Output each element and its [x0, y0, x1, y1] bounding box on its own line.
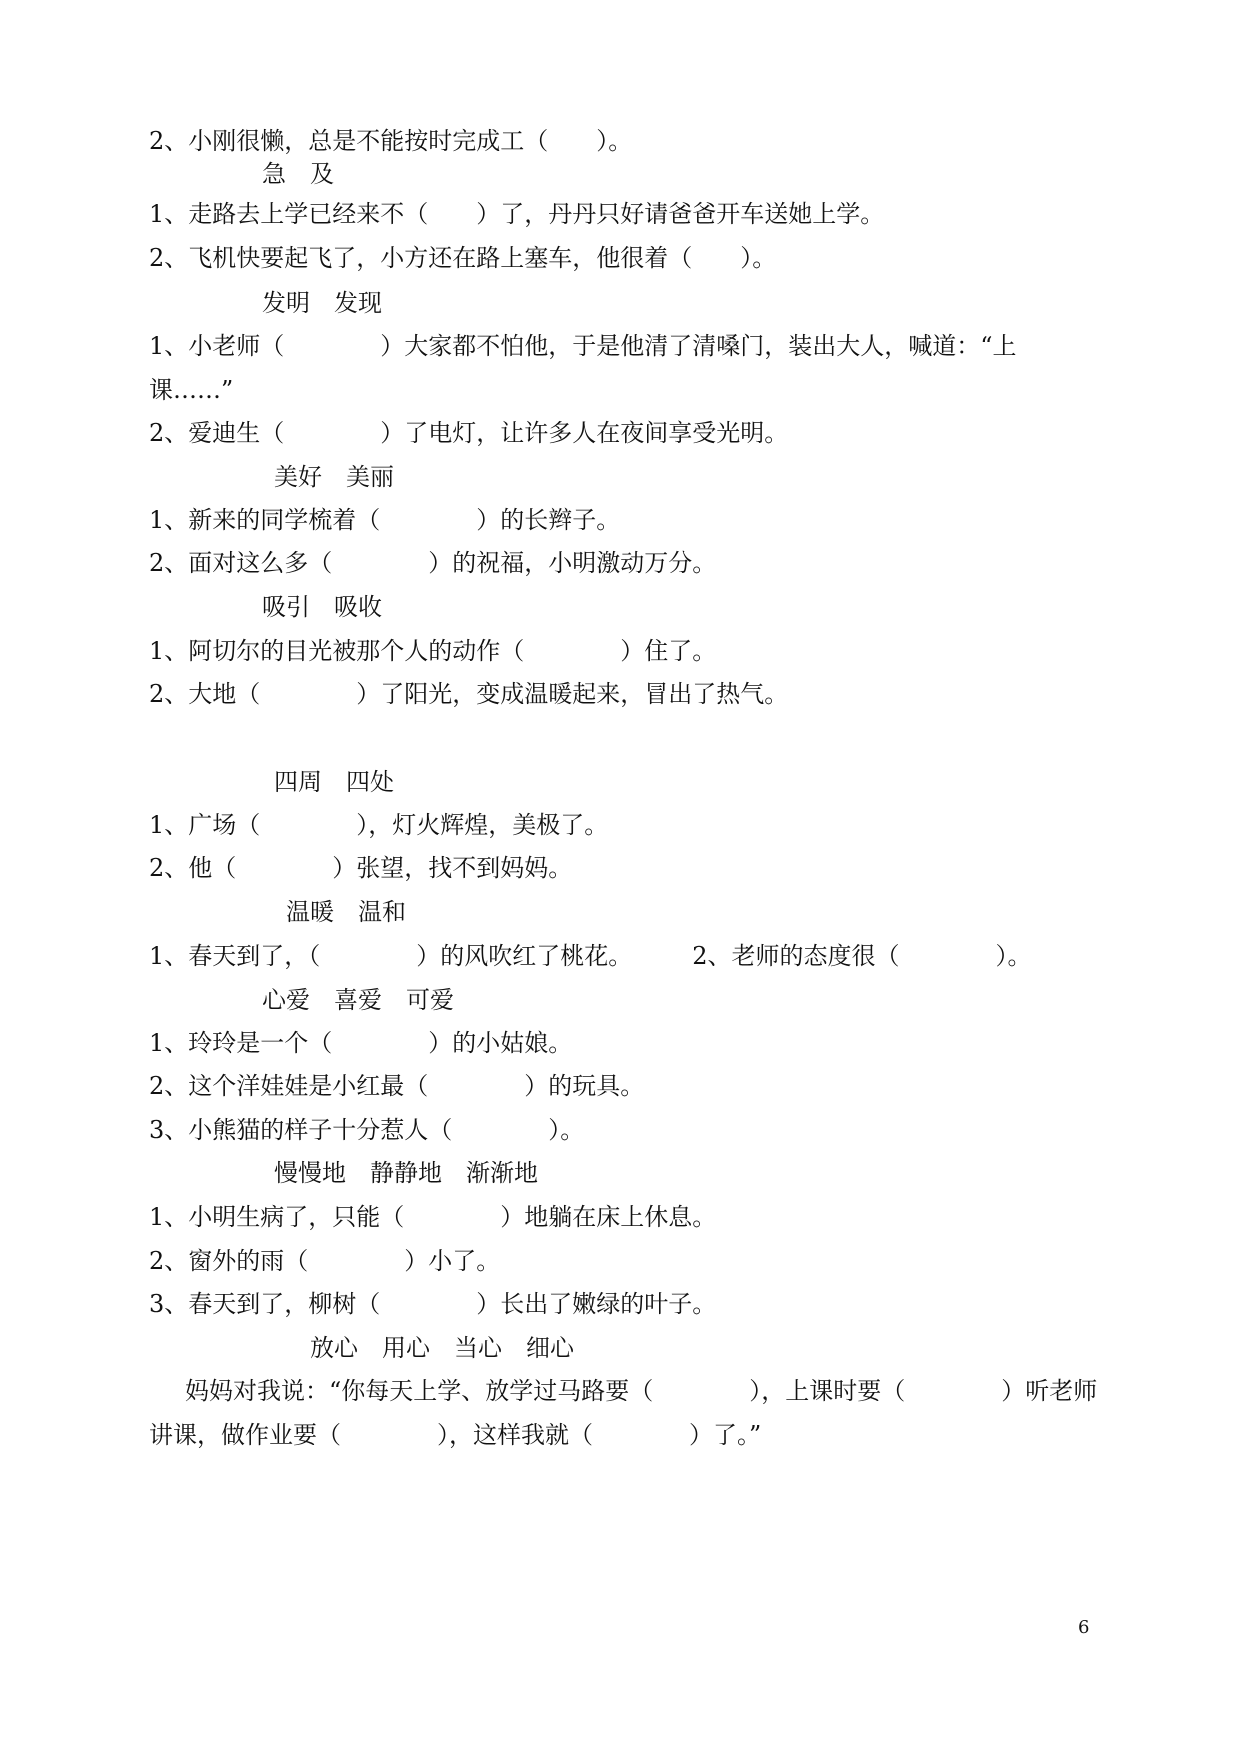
- word-choice-header: 发明 发现: [262, 289, 382, 317]
- word-choice-header: 四周 四处: [274, 768, 394, 796]
- page-number: 6: [1078, 1617, 1090, 1638]
- exercise-line: 2、这个洋娃娃是小红最（ ）的玩具。: [149, 1072, 645, 1100]
- exercise-line: 2、窗外的雨（ ）小了。: [149, 1247, 501, 1275]
- word-choice-header: 美好 美丽: [274, 463, 394, 491]
- exercise-line: 课……”: [149, 376, 234, 404]
- word-choice-header: 心爱 喜爱 可爱: [262, 986, 454, 1014]
- exercise-line: 讲课，做作业要（ ），这样我就（ ）了。”: [149, 1421, 762, 1449]
- exercise-line: 2、爱迪生（ ）了电灯，让许多人在夜间享受光明。: [149, 419, 789, 447]
- exercise-line: 妈妈对我说：“你每天上学、放学过马路要（ ），上课时要（ ）听老师: [185, 1377, 1098, 1405]
- exercise-line: 3、春天到了，柳树（ ）长出了嫩绿的叶子。: [149, 1290, 717, 1318]
- exercise-line: 2、飞机快要起飞了，小方还在路上塞车，他很着（ ）。: [149, 244, 777, 272]
- exercise-line: 1、小老师（ ）大家都不怕他，于是他清了清嗓门，装出大人，喊道：“上: [149, 332, 1017, 360]
- exercise-line: 2、他（ ）张望，找不到妈妈。: [149, 854, 573, 882]
- exercise-line: 1、小明生病了，只能（ ）地躺在床上休息。: [149, 1203, 717, 1231]
- word-choice-header: 急 及: [262, 160, 334, 188]
- exercise-line: 3、小熊猫的样子十分惹人（ ）。: [149, 1116, 585, 1144]
- word-choice-header: 放心 用心 当心 细心: [310, 1334, 574, 1362]
- exercise-line: 2、面对这么多（ ）的祝福，小明激动万分。: [149, 549, 717, 577]
- word-choice-header: 吸引 吸收: [262, 593, 382, 621]
- exercise-line: 1、走路去上学已经来不（ ）了，丹丹只好请爸爸开车送她上学。: [149, 200, 885, 228]
- exercise-line: 1、阿切尔的目光被那个人的动作（ ）住了。: [149, 637, 717, 665]
- word-choice-header: 慢慢地 静静地 渐渐地: [274, 1159, 538, 1187]
- exercise-line: 1、新来的同学梳着（ ）的长辫子。: [149, 506, 621, 534]
- exercise-line: 1、春天到了，（ ）的风吹红了桃花。 2、老师的态度很（ ）。: [149, 942, 1032, 970]
- exercise-line: 2、大地（ ）了阳光，变成温暖起来，冒出了热气。: [149, 680, 789, 708]
- word-choice-header: 温暖 温和: [286, 898, 406, 926]
- exercise-line: 2、小刚很懒，总是不能按时完成工（ ）。: [149, 127, 633, 155]
- exercise-line: 1、广场（ ），灯火辉煌，美极了。: [149, 811, 609, 839]
- exercise-line: 1、玲玲是一个（ ）的小姑娘。: [149, 1029, 573, 1057]
